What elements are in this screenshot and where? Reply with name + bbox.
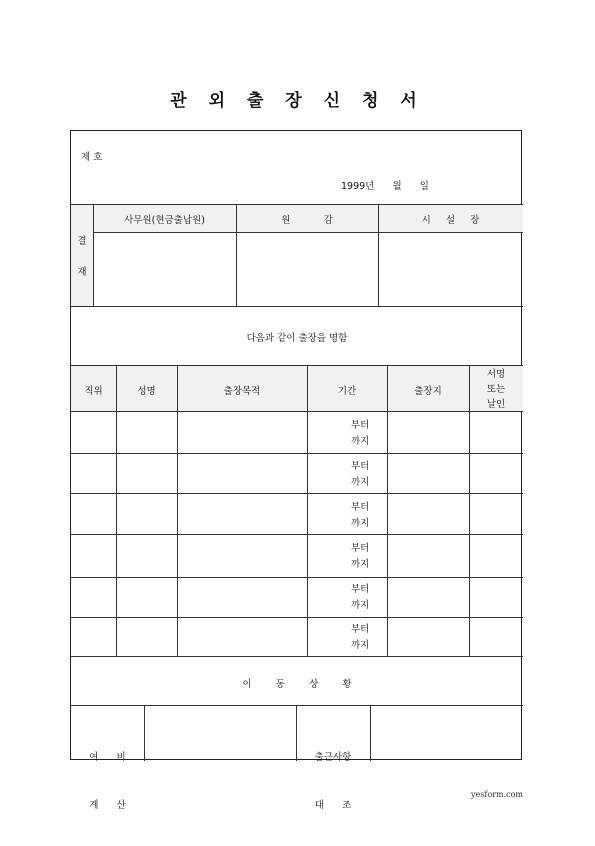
approval-label-bottom: 재 bbox=[77, 267, 87, 278]
table-row bbox=[351, 500, 369, 532]
period-from-label: 부터 bbox=[351, 461, 370, 472]
expense-calc-label: 여 비 계 산 bbox=[89, 752, 126, 811]
period-from-label: 부터 bbox=[351, 543, 370, 554]
period-from-label: 부터 bbox=[351, 624, 370, 635]
document-number-label: 제 호 bbox=[81, 152, 103, 163]
attendance-check-field[interactable] bbox=[371, 706, 522, 760]
table-row bbox=[351, 582, 369, 614]
approval-signature-director[interactable] bbox=[237, 233, 377, 305]
column-header-period: 기간 bbox=[337, 386, 357, 397]
period-from-label: 부터 bbox=[351, 584, 370, 595]
table-row bbox=[351, 418, 369, 450]
column-header-position: 직위 bbox=[84, 386, 103, 397]
approval-signature-clerk[interactable] bbox=[94, 233, 235, 305]
table-row bbox=[351, 541, 369, 573]
period-from-label: 부터 bbox=[351, 502, 370, 513]
period-to-label: 까지 bbox=[351, 559, 370, 570]
approval-column-head: 시 설 장 bbox=[421, 215, 480, 226]
approval-signature-head[interactable] bbox=[379, 233, 522, 305]
column-header-name: 성명 bbox=[137, 386, 156, 397]
application-date: 1999년 월 일 bbox=[341, 181, 429, 192]
period-to-label: 까지 bbox=[351, 640, 370, 651]
column-header-signature: 서명 또는 날인 bbox=[486, 369, 506, 410]
period-to-label: 까지 bbox=[351, 477, 370, 488]
period-to-label: 까지 bbox=[351, 436, 370, 447]
attendance-check-label: 출근사항 대 조 bbox=[314, 752, 352, 811]
period-to-label: 까지 bbox=[351, 518, 370, 529]
table-row bbox=[351, 459, 369, 491]
period-to-label: 까지 bbox=[351, 600, 370, 611]
column-header-purpose: 출장목적 bbox=[223, 386, 261, 397]
period-from-label: 부터 bbox=[351, 420, 370, 431]
approval-column-director: 원 감 bbox=[281, 215, 333, 226]
expense-calc-field[interactable] bbox=[145, 706, 295, 760]
column-header-destination: 출장지 bbox=[414, 386, 442, 397]
source-watermark: yesform.com bbox=[471, 790, 523, 799]
table-row bbox=[351, 622, 369, 654]
approval-label-cell bbox=[71, 204, 93, 306]
movement-status-heading: 이 동 상 황 bbox=[242, 679, 352, 690]
document-title: 관 외 출 장 신 청 서 bbox=[170, 91, 425, 111]
approval-column-clerk: 사무원(현금출납원) bbox=[124, 215, 205, 226]
approval-label-top: 결 bbox=[77, 236, 87, 247]
travel-order-notice: 다음과 같이 출장을 명함 bbox=[246, 333, 348, 344]
